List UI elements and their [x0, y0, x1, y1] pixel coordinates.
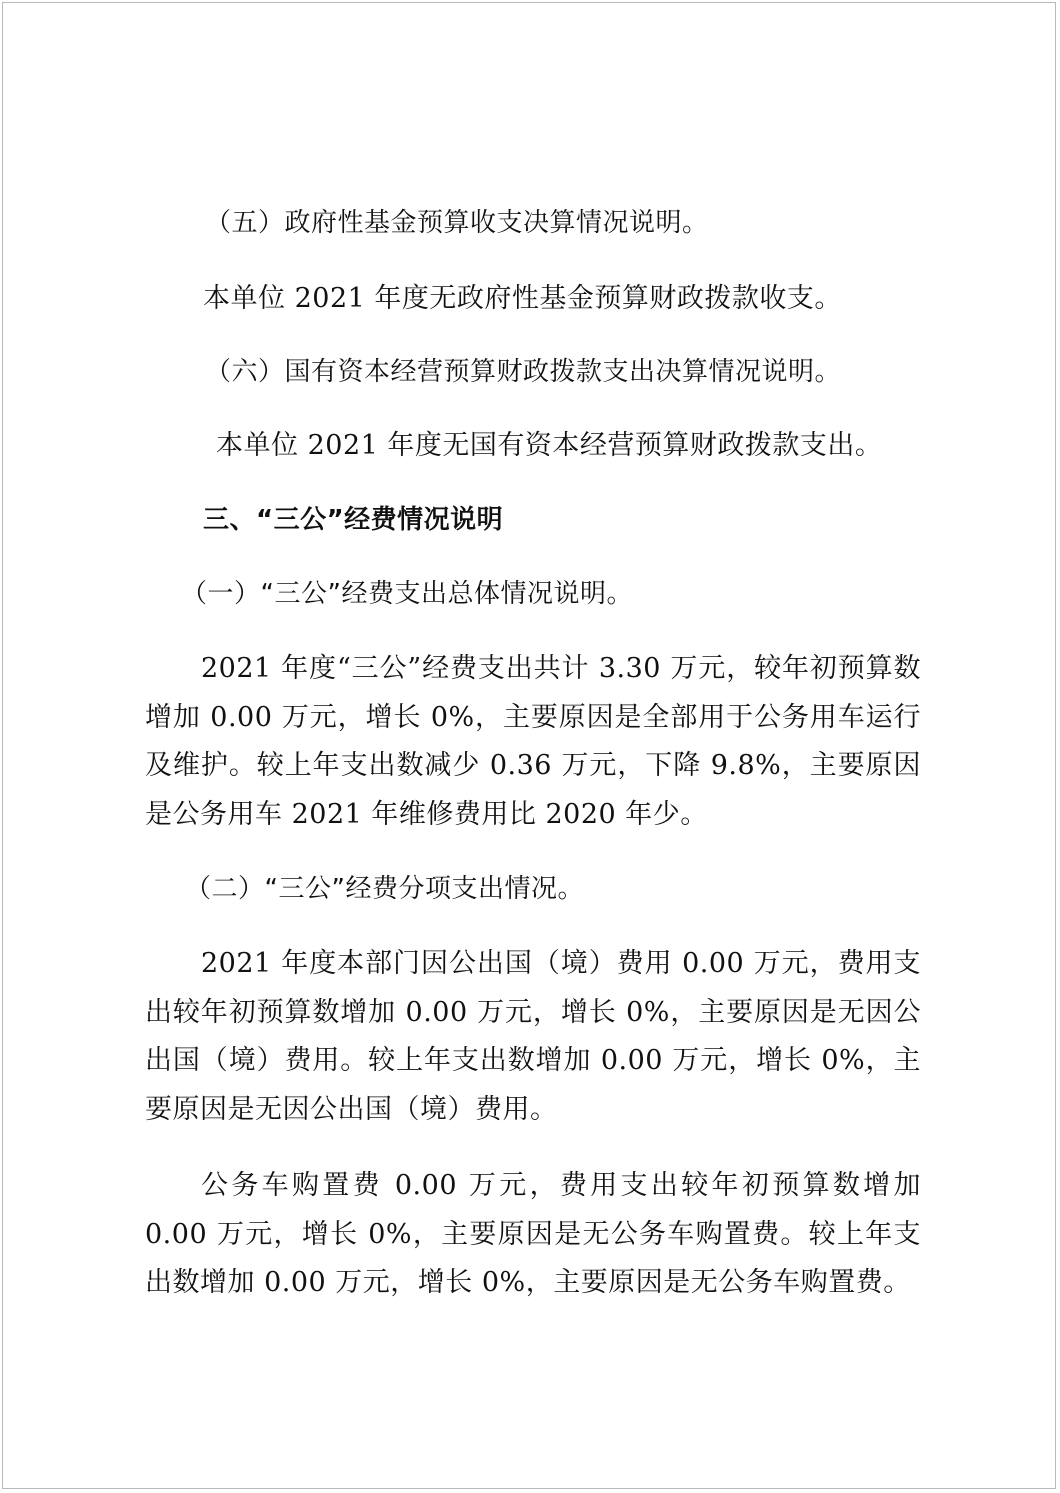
- paragraph-overall-expenses: 2021 年度“三公”经费支出共计 3.30 万元，较年初预算数增加 0.00 万元，增长 0%，主要原因是全部用于公务用车运行及维护。较上年支出数减少 0.36 万元，下降 9.8%，主要原因是公务用车 2021 年维修费用比 2020 年少。: [145, 653, 921, 830]
- paragraph-overseas-expenses: 2021 年度本部门因公出国（境）费用 0.00 万元，费用支出较年初预算数增加 0.00 万元，增长 0%，主要原因是无因公出国（境）费用。较上年支出数增加 0.00 万元，增长 0%，主要原因是无因公出国（境）费用。: [145, 948, 921, 1125]
- heading-government-fund-budget: （五）政府性基金预算收支决算情况说明。: [205, 208, 709, 238]
- document-page: [2, 2, 1056, 1489]
- paragraph-vehicle-purchase: 公务车购置费 0.00 万元，费用支出较年初预算数增加 0.00 万元，增长 0%，主要原因是无公务车购置费。较上年支出数增加 0.00 万元，增长 0%，主要原因是无公务车购置费。: [145, 1170, 921, 1298]
- text-government-fund-budget: 本单位 2021 年度无政府性基金预算财政拨款收支。: [203, 283, 842, 314]
- text-state-capital-budget: 本单位 2021 年度无国有资本经营预算财政拨款支出。: [216, 430, 883, 461]
- subheading-itemized-expenses: （二）“三公”经费分项支出情况。: [185, 874, 584, 904]
- section-three-public-expenses: 三、“三公”经费情况说明: [203, 505, 504, 535]
- subheading-overall-expenses: （一）“三公”经费支出总体情况说明。: [181, 579, 633, 609]
- heading-state-capital-budget: （六）国有资本经营预算财政拨款支出决算情况说明。: [205, 357, 842, 387]
